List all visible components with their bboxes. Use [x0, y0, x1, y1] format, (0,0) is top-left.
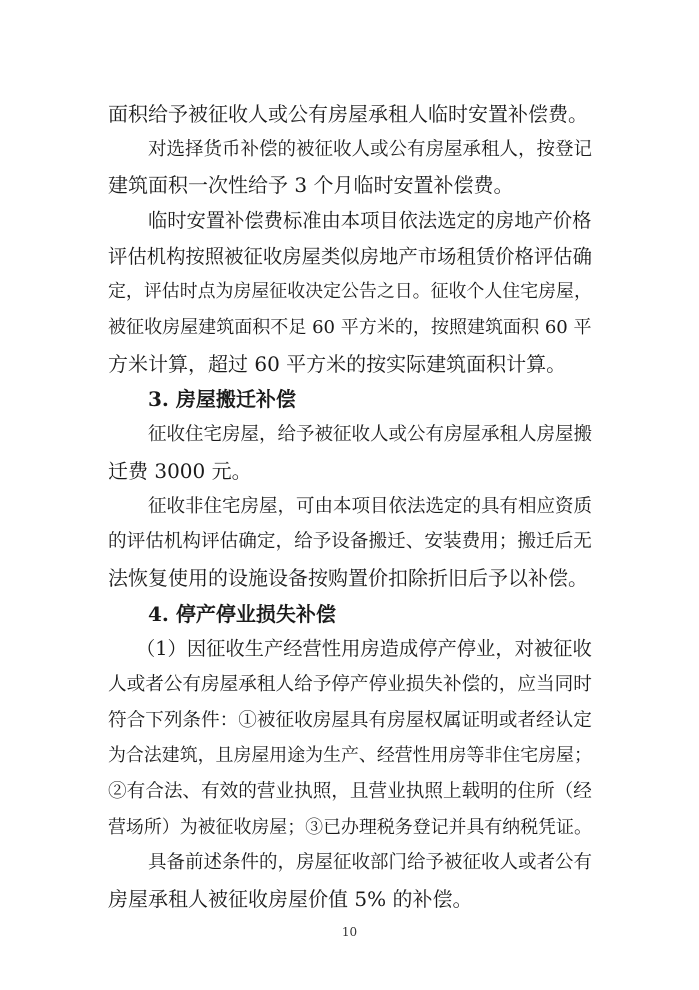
line-text: 建筑面积一次性给予 3 个月临时安置补偿费。 — [108, 173, 514, 197]
text-line — [0, 671, 699, 699]
text-line — [0, 207, 699, 235]
text-line — [0, 493, 699, 521]
text-line — [0, 814, 699, 842]
line-text: 法恢复使用的设施设备按购置价扣除折旧后予以补偿。 — [108, 566, 588, 590]
text-line — [0, 707, 699, 735]
text-line — [0, 278, 699, 306]
line-text: 征收非住宅房屋，可由本项目依法选定的具有相应资质 — [148, 496, 593, 517]
line-text: 营场所）为被征收房屋；③已办理税务登记并具有纳税凭证。 — [108, 817, 592, 838]
heading-text: 4. 停产停业损失补偿 — [148, 602, 336, 626]
line-text: 人或者公有房屋承租人给予停产停业损失补偿的，应当同时 — [108, 674, 592, 695]
text-line — [0, 314, 699, 342]
heading-text: 3. 房屋搬迁补偿 — [148, 387, 296, 411]
line-text: 的评估机构评估确定，给予设备搬迁、安装费用；搬迁后无 — [108, 531, 592, 552]
text-line — [0, 885, 699, 913]
section-heading — [0, 385, 699, 413]
line-text: 符合下列条件：①被征收房屋具有房屋权属证明或者经认定 — [108, 710, 592, 731]
text-line — [0, 243, 699, 271]
line-text: ②有合法、有效的营业执照，且营业执照上载明的住所（经 — [108, 781, 592, 802]
line-text: （1）因征收生产经营性用房造成停产停业，对被征收 — [136, 637, 592, 660]
text-line — [0, 849, 699, 877]
line-text: 具备前述条件的，房屋征收部门给予被征收人或者公有 — [148, 852, 593, 873]
line-text: 被征收房屋建筑面积不足 60 平方米的，按照建筑面积 60 平 — [108, 317, 592, 338]
line-text: 为合法建筑，且房屋用途为生产、经营性用房等非住宅房屋； — [108, 745, 592, 766]
line-text: 征收住宅房屋，给予被征收人或公有房屋承租人房屋搬 — [148, 424, 593, 445]
text-line — [0, 564, 699, 592]
section-heading — [0, 600, 699, 628]
line-text: 临时安置补偿费标准由本项目依法选定的房地产价格 — [148, 209, 592, 232]
line-text: 对选择货币补偿的被征收人或公有房屋承租人，按登记 — [148, 139, 593, 160]
text-line — [0, 742, 699, 770]
line-text: 迁费 3000 元。 — [108, 459, 252, 483]
text-line — [0, 421, 699, 449]
text-line — [0, 635, 699, 663]
text-line — [0, 100, 699, 128]
text-line — [0, 528, 699, 556]
line-text: 定，评估时点为房屋征收决定公告之日。征收个人住宅房屋， — [108, 281, 592, 302]
line-text: 评估机构按照被征收房屋类似房地产市场租赁价格评估确 — [108, 245, 592, 268]
text-line — [0, 136, 699, 164]
line-text: 方米计算，超过 60 平方米的按实际建筑面积计算。 — [108, 352, 567, 376]
line-text: 面积给予被征收人或公有房屋承租人临时安置补偿费。 — [108, 102, 588, 126]
text-line — [0, 171, 699, 199]
line-text: 房屋承租人被征收房屋价值 5% 的补偿。 — [108, 887, 473, 911]
text-line — [0, 778, 699, 806]
page-number: 10 — [341, 925, 358, 939]
text-line — [0, 457, 699, 485]
text-line — [0, 350, 699, 378]
